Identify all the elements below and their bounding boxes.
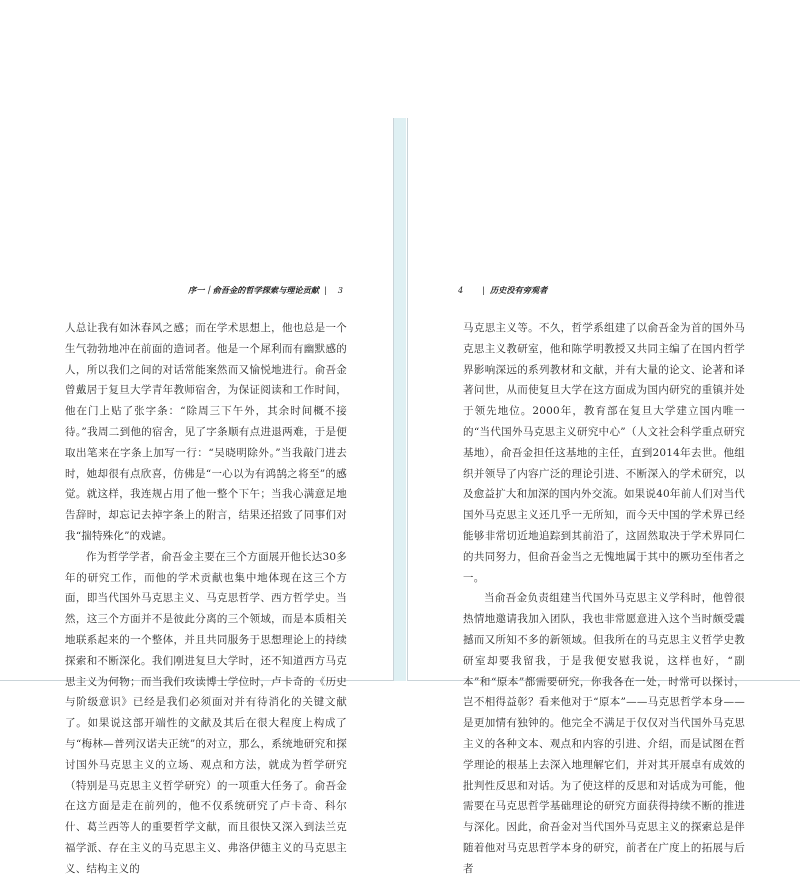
left-page <box>0 118 394 875</box>
paragraph: 作为哲学学者，俞吾金主要在三个方面展开他长达30多年的研究工作，而他的学术贡献也集中地体现在这三个方面，即当代国外马克思主义、马克思哲学、西方哲学史。当然，这三个方面并不是彼此分离的三个领域，而是本质相关地联系起来的一个整体，并且共同服务于思想理论上的持续探索和不断深化。我们刚进复旦大学时，还不知道西方马克思主义为何物；而当我们攻读博士学位时，卢卡奇的《历史与阶级意识》已经是我们必须面对并有待消化的关键文献了。如果说这部开端性的文献及其后在很大程度上构成了与“梅林—普列汉诺夫正统”的对立，那么，系统地研究和探讨国外马克思主义的立场、观点和方法，就成为哲学研究（特别是马克思主义哲学研究）的一项重大任务了。俞吾金在这方面是走在前列的，他不仅系统研究了卢卡奇、科尔什、葛兰西等人的重要哲学文献，而且很快又深入到法兰克福学派、存在主义的马克思主义、弗洛伊德主义的马克思主义、结构主义的 <box>65 550 347 875</box>
paragraph: 人总让我有如沐春风之感；而在学术思想上，他也总是一个生气勃勃地冲在前面的造词者。他是一个犀利而有幽默感的人，所以我们之间的对话常能案然而又愉悦地进行。俞吾金曾戴居于复旦大学青年教师宿舍，为保证阅读和工作时间，他在门上贴了张字条：“除周三下午外，其余时间概不接待。”我周二到他的宿舍，见了字条顺有点进退两难，于是便取出笔来在字条上加写一行：“吴晓明除外。”当我敲门进去时，她却很有点欣喜，仿佛是“一心以为有鸿鹄之将至”的感觉。就这样，我连规占用了他一整个下午；当我心满意足地告辞时，却忘记去掉字条上的附言，结果还招致了同事们对我“揣特殊化”的戏谑。 <box>65 322 347 542</box>
page-number: 3 <box>337 285 343 295</box>
page-number: 4 <box>458 285 464 295</box>
running-head-right <box>458 282 547 298</box>
running-head-separator: | <box>482 285 485 295</box>
running-head-title: 序一｜俞吾金的哲学探索与理论贡献 <box>188 285 320 295</box>
right-page-body <box>463 318 745 880</box>
running-head-separator: | <box>324 285 327 295</box>
left-page-body <box>65 318 347 880</box>
paragraph: 当俞吾金负责组建当代国外马克思主义学科时，他曾很热情地邀请我加入团队，我也非常愿意进入这个当时颇受震撼而又所知不多的新领域。但我所在的马克思主义哲学史教研室却要我留我，于是我便安慰我说，这样也好，“副本”和“原本”都需要研究，你我各在一处，时常可以探讨，岂不相得益彰？看来他对于“原本”——马克思哲学本身——是更加情有独钟的。他完全不满足于仅仅对当代国外马克思主义的各种文本、观点和内容的引进、介绍，而是试图在哲学理论的根基上去深入地理解它们，并对其开展卓有成效的批判性反思和对话。为了使这样的反思和对话成为可能，他需要在马克思哲学基础理论的研究方面获得持续不断的推进与深化。因此，俞吾金对当代国外马克思主义的探索总是伴随着他对马克思哲学本身的研究，前者在广度上的拓展与后者 <box>463 592 745 875</box>
running-head-title: 历史没有旁观者 <box>489 285 548 295</box>
running-head-left <box>188 282 343 298</box>
page-gutter <box>394 118 406 681</box>
paragraph: 马克思主义等。不久，哲学系组建了以俞吾金为首的国外马克思主义教研室，他和陈学明教授又共同主编了在国内哲学界影响深远的系列教材和文献，并有大量的论文、论著和译著问世，从而使复旦大学在这方面成为国内研究的重镇并处于领先地位。2000年，教育部在复旦大学建立国内唯一的“当代国外马克思主义研究中心”（人文社会科学重点研究基地），俞吾金担任这基地的主任，直到2014年去世。他组织并领导了内容广泛的理论引进、不断深入的学术研究，以及愈益扩大和加深的国内外交流。如果说40年前人们对当代国外马克思主义还几乎一无所知，而今天中国的学术界已经能够非常切近地追踪到其前沿了，这固然取决于学术界同仁的共同努力，但俞吾金当之无愧地属于其中的厥功至伟者之一。 <box>463 322 745 584</box>
right-page <box>407 118 800 875</box>
